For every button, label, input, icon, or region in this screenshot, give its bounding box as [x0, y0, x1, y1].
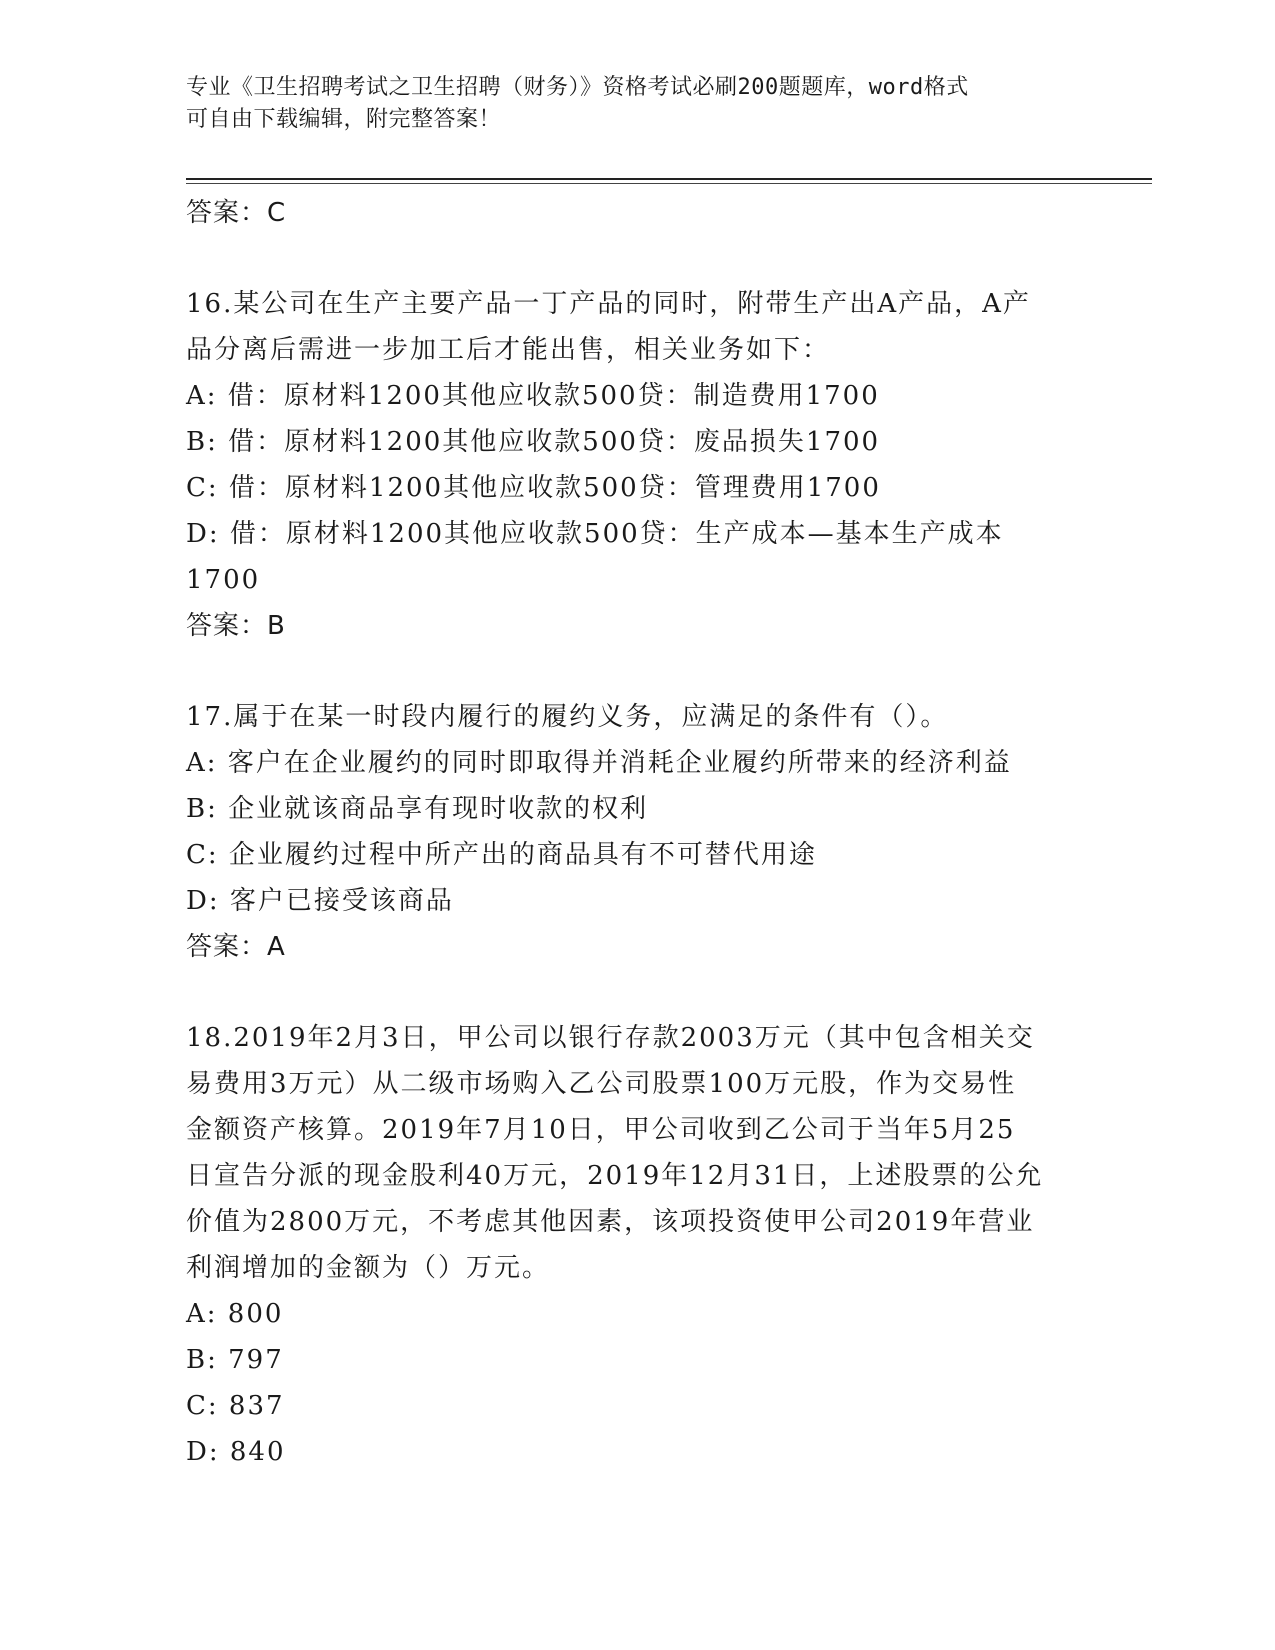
document-body: [186, 190, 1086, 1475]
q16-option-d-continued: 1700: [186, 565, 261, 595]
header-rule-thick: [186, 178, 1152, 180]
question-17: [186, 694, 1086, 970]
question-18: [186, 1015, 1086, 1475]
q16-option-a: A: 借：原材料1200其他应收款500贷：制造费用1700: [186, 381, 880, 411]
q17-option-b: B: 企业就该商品享有现时收款的权利: [186, 794, 649, 824]
header-line-1: 专业《卫生招聘考试之卫生招聘（财务）》资格考试必刷200题题库，word格式: [186, 75, 969, 100]
q16-answer: 答案：B: [186, 611, 286, 641]
document-header: [186, 72, 1066, 136]
q16-stem-line-1: 16.某公司在生产主要产品一丁产品的同时，附带生产出A产品，A产: [186, 289, 1031, 319]
q16-option-d: D: 借：原材料1200其他应收款500贷：生产成本—基本生产成本: [186, 519, 1004, 549]
q18-stem-line-2: 易费用3万元）从二级市场购入乙公司股票100万元股，作为交易性: [186, 1069, 1017, 1099]
q18-option-a: A: 800: [186, 1299, 284, 1329]
spacer: [186, 649, 1086, 694]
q18-stem-line-1: 18.2019年2月3日，甲公司以银行存款2003万元（其中包含相关交: [186, 1023, 1035, 1053]
spacer: [186, 970, 1086, 1015]
q16-option-b: B: 借：原材料1200其他应收款500贷：废品损失1700: [186, 427, 881, 457]
header-line-2: 可自由下载编辑，附完整答案！: [186, 107, 502, 132]
q18-stem-line-3: 金额资产核算。2019年7月10日，甲公司收到乙公司于当年5月25: [186, 1115, 1016, 1145]
q17-stem-line-1: 17.属于在某一时段内履行的履约义务，应满足的条件有（）。: [186, 702, 949, 732]
q17-option-a: A: 客户在企业履约的同时即取得并消耗企业履约所带来的经济利益: [186, 748, 1012, 778]
header-rule-thin: [186, 183, 1152, 184]
q17-option-d: D: 客户已接受该商品: [186, 886, 454, 916]
q18-stem-line-4: 日宣告分派的现金股利40万元，2019年12月31日，上述股票的公允: [186, 1161, 1044, 1191]
q18-stem-line-5: 价值为2800万元，不考虑其他因素，该项投资使甲公司2019年营业: [186, 1207, 1035, 1237]
q17-option-c: C: 企业履约过程中所产出的商品具有不可替代用途: [186, 840, 817, 870]
q15-answer: 答案：C: [186, 198, 287, 228]
q18-option-d: D: 840: [186, 1437, 286, 1467]
q18-option-b: B: 797: [186, 1345, 284, 1375]
spacer: [186, 236, 1086, 281]
q17-answer: 答案：A: [186, 932, 286, 962]
q16-option-c: C: 借：原材料1200其他应收款500贷：管理费用1700: [186, 473, 881, 503]
q18-option-c: C: 837: [186, 1391, 285, 1421]
q18-stem-line-6: 利润增加的金额为（）万元。: [186, 1253, 551, 1283]
question-16: [186, 281, 1086, 649]
q16-stem-line-2: 品分离后需进一步加工后才能出售，相关业务如下：: [186, 335, 831, 365]
